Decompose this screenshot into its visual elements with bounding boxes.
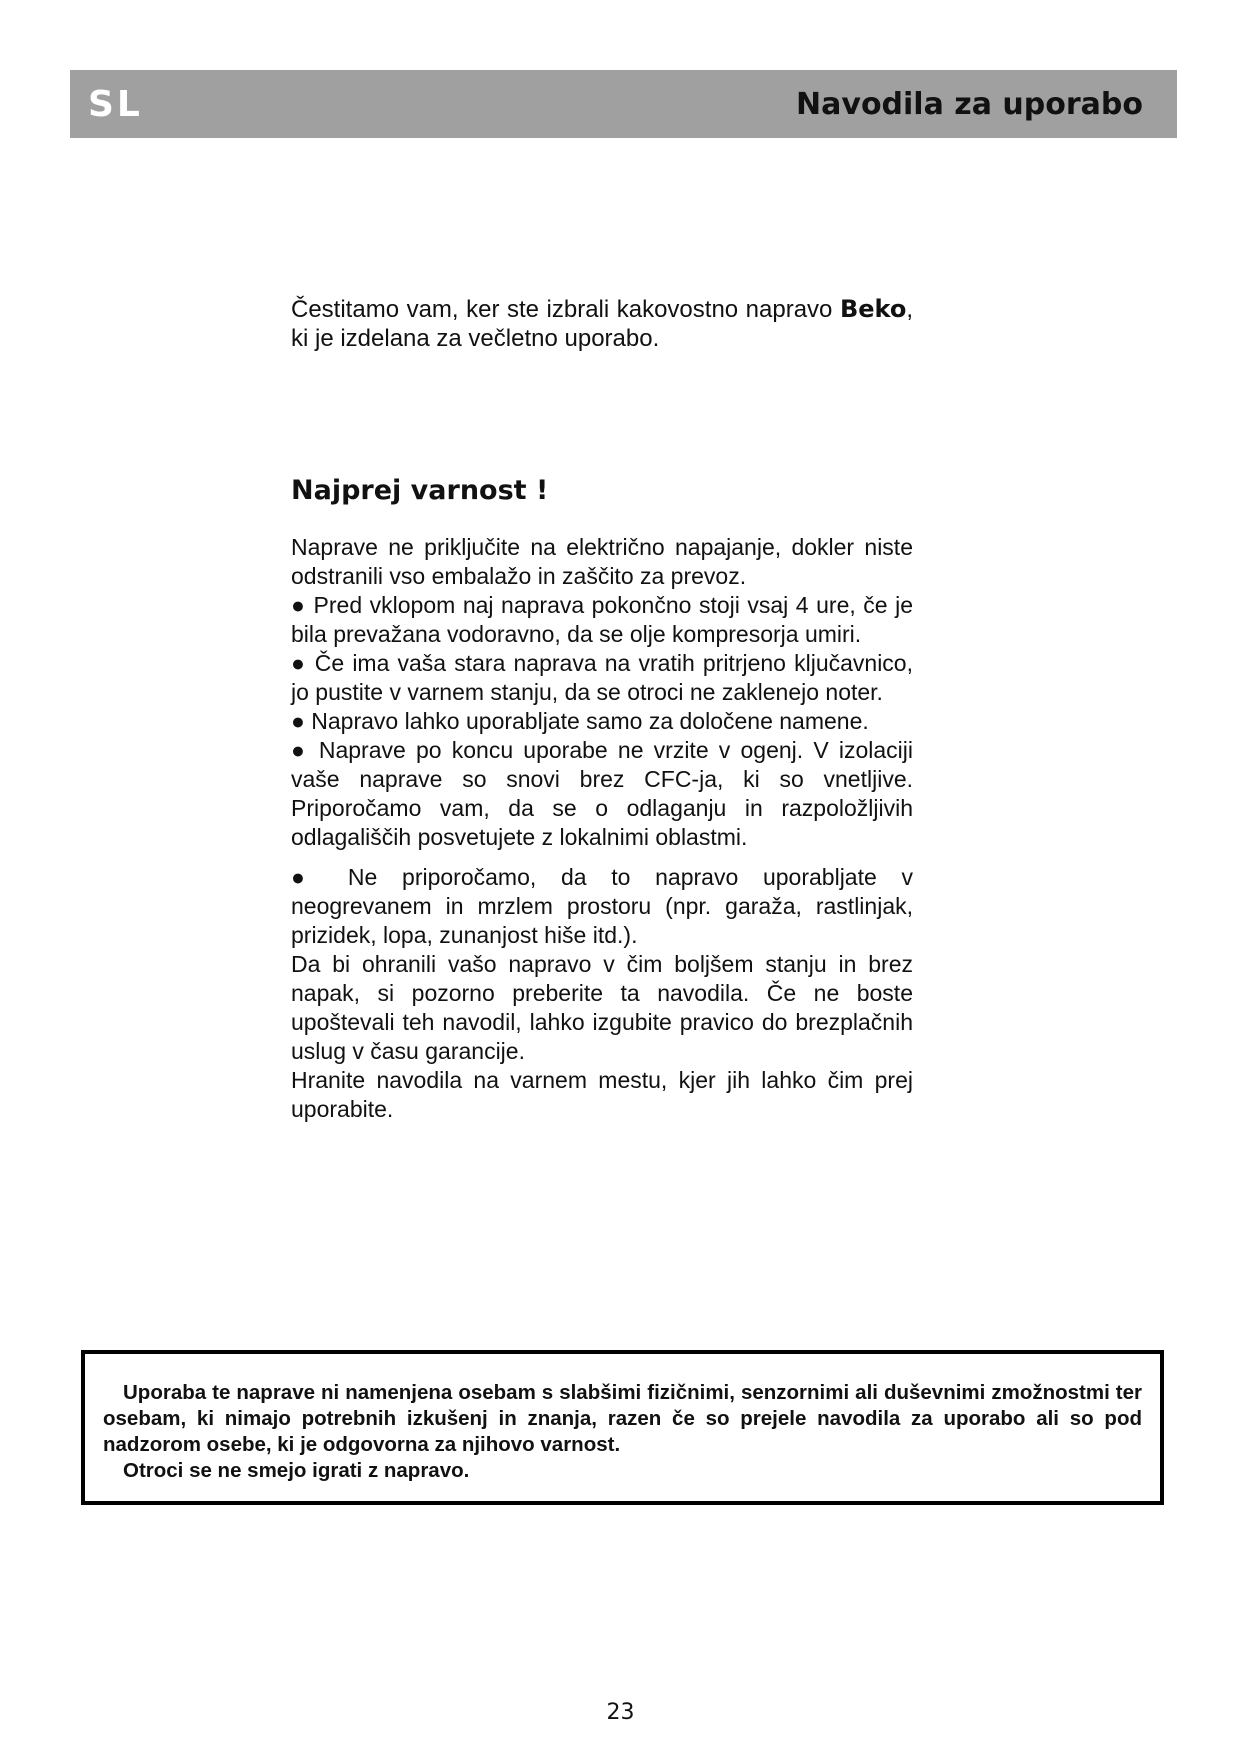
safety-paragraph: Naprave ne priključite na električno napajanje, dokler niste odstranili vso embalažo in zaščito za prevoz. — [291, 534, 913, 589]
safety-bullet: ● Ne priporočamo, da to napravo uporabljate v neogrevanem in mrzlem prostoru (npr. garaža, rastlinjak, prizidek, lopa, zunanjost hiše itd.). — [291, 864, 913, 948]
safety-body — [291, 533, 913, 1124]
safety-bullet: ● Če ima vaša stara naprava na vratih pritrjeno ključavnico, jo pustite v varnem stanju, da se otroci ne zaklenejo noter. — [291, 650, 913, 705]
safety-heading: Najprej varnost ! — [291, 475, 549, 506]
safety-bullet: ● Naprave po koncu uporabe ne vrzite v ogenj. V izolaciji vaše naprave so snovi brez CFC-ja, ki so vnetljive. Priporočamo vam, da se o odlaganju in razpoložljivih odlagališčih posvetujete z lokalnimi oblastmi. — [291, 737, 913, 850]
page-number: 23 — [606, 1700, 635, 1725]
safety-paragraph: Da bi ohranili vašo napravo v čim boljšem stanju in brez napak, si pozorno preberite ta navodila. Če ne boste upoštevali teh navodil, lahko izgubite pravico do brezplačnih uslug v času garancije. — [291, 951, 913, 1064]
intro-text-end: , ki je izdelana za večletno uporabo. — [291, 296, 914, 352]
brand-name: Beko — [839, 295, 907, 323]
header-bar — [70, 70, 1177, 138]
children-warning: Otroci se ne smejo igrati z napravo. — [123, 1459, 470, 1482]
document-title: Navodila za uporabo — [796, 86, 1143, 122]
intro-text: Čestitamo vam, ker ste izbrali kakovostno napravo — [291, 296, 833, 323]
safety-bullet: ● Pred vklopom naj naprava pokončno stoji vsaj 4 ure, če je bila prevažana vodoravno, da se olje kompresorja umiri. — [291, 592, 913, 647]
main-content — [291, 295, 913, 1124]
intro-paragraph — [291, 295, 913, 353]
safety-bullet: ● Napravo lahko uporabljate samo za določene namene. — [291, 708, 869, 734]
warning-text: Uporaba te naprave ni namenjena osebam s slabšimi fizičnimi, senzornimi ali duševnimi zmožnostmi ter osebam, ki nimajo potrebnih izkušenj in znanja, razen če so prejele navodila za uporabo ali so pod nadzorom osebe, ki je odgovorna za njihovo varnost. — [103, 1381, 1142, 1456]
safety-paragraph: Hranite navodila na varnem mestu, kjer jih lahko čim prej uporabite. — [291, 1067, 913, 1122]
warning-box — [81, 1350, 1164, 1505]
language-code: SL — [88, 83, 143, 125]
